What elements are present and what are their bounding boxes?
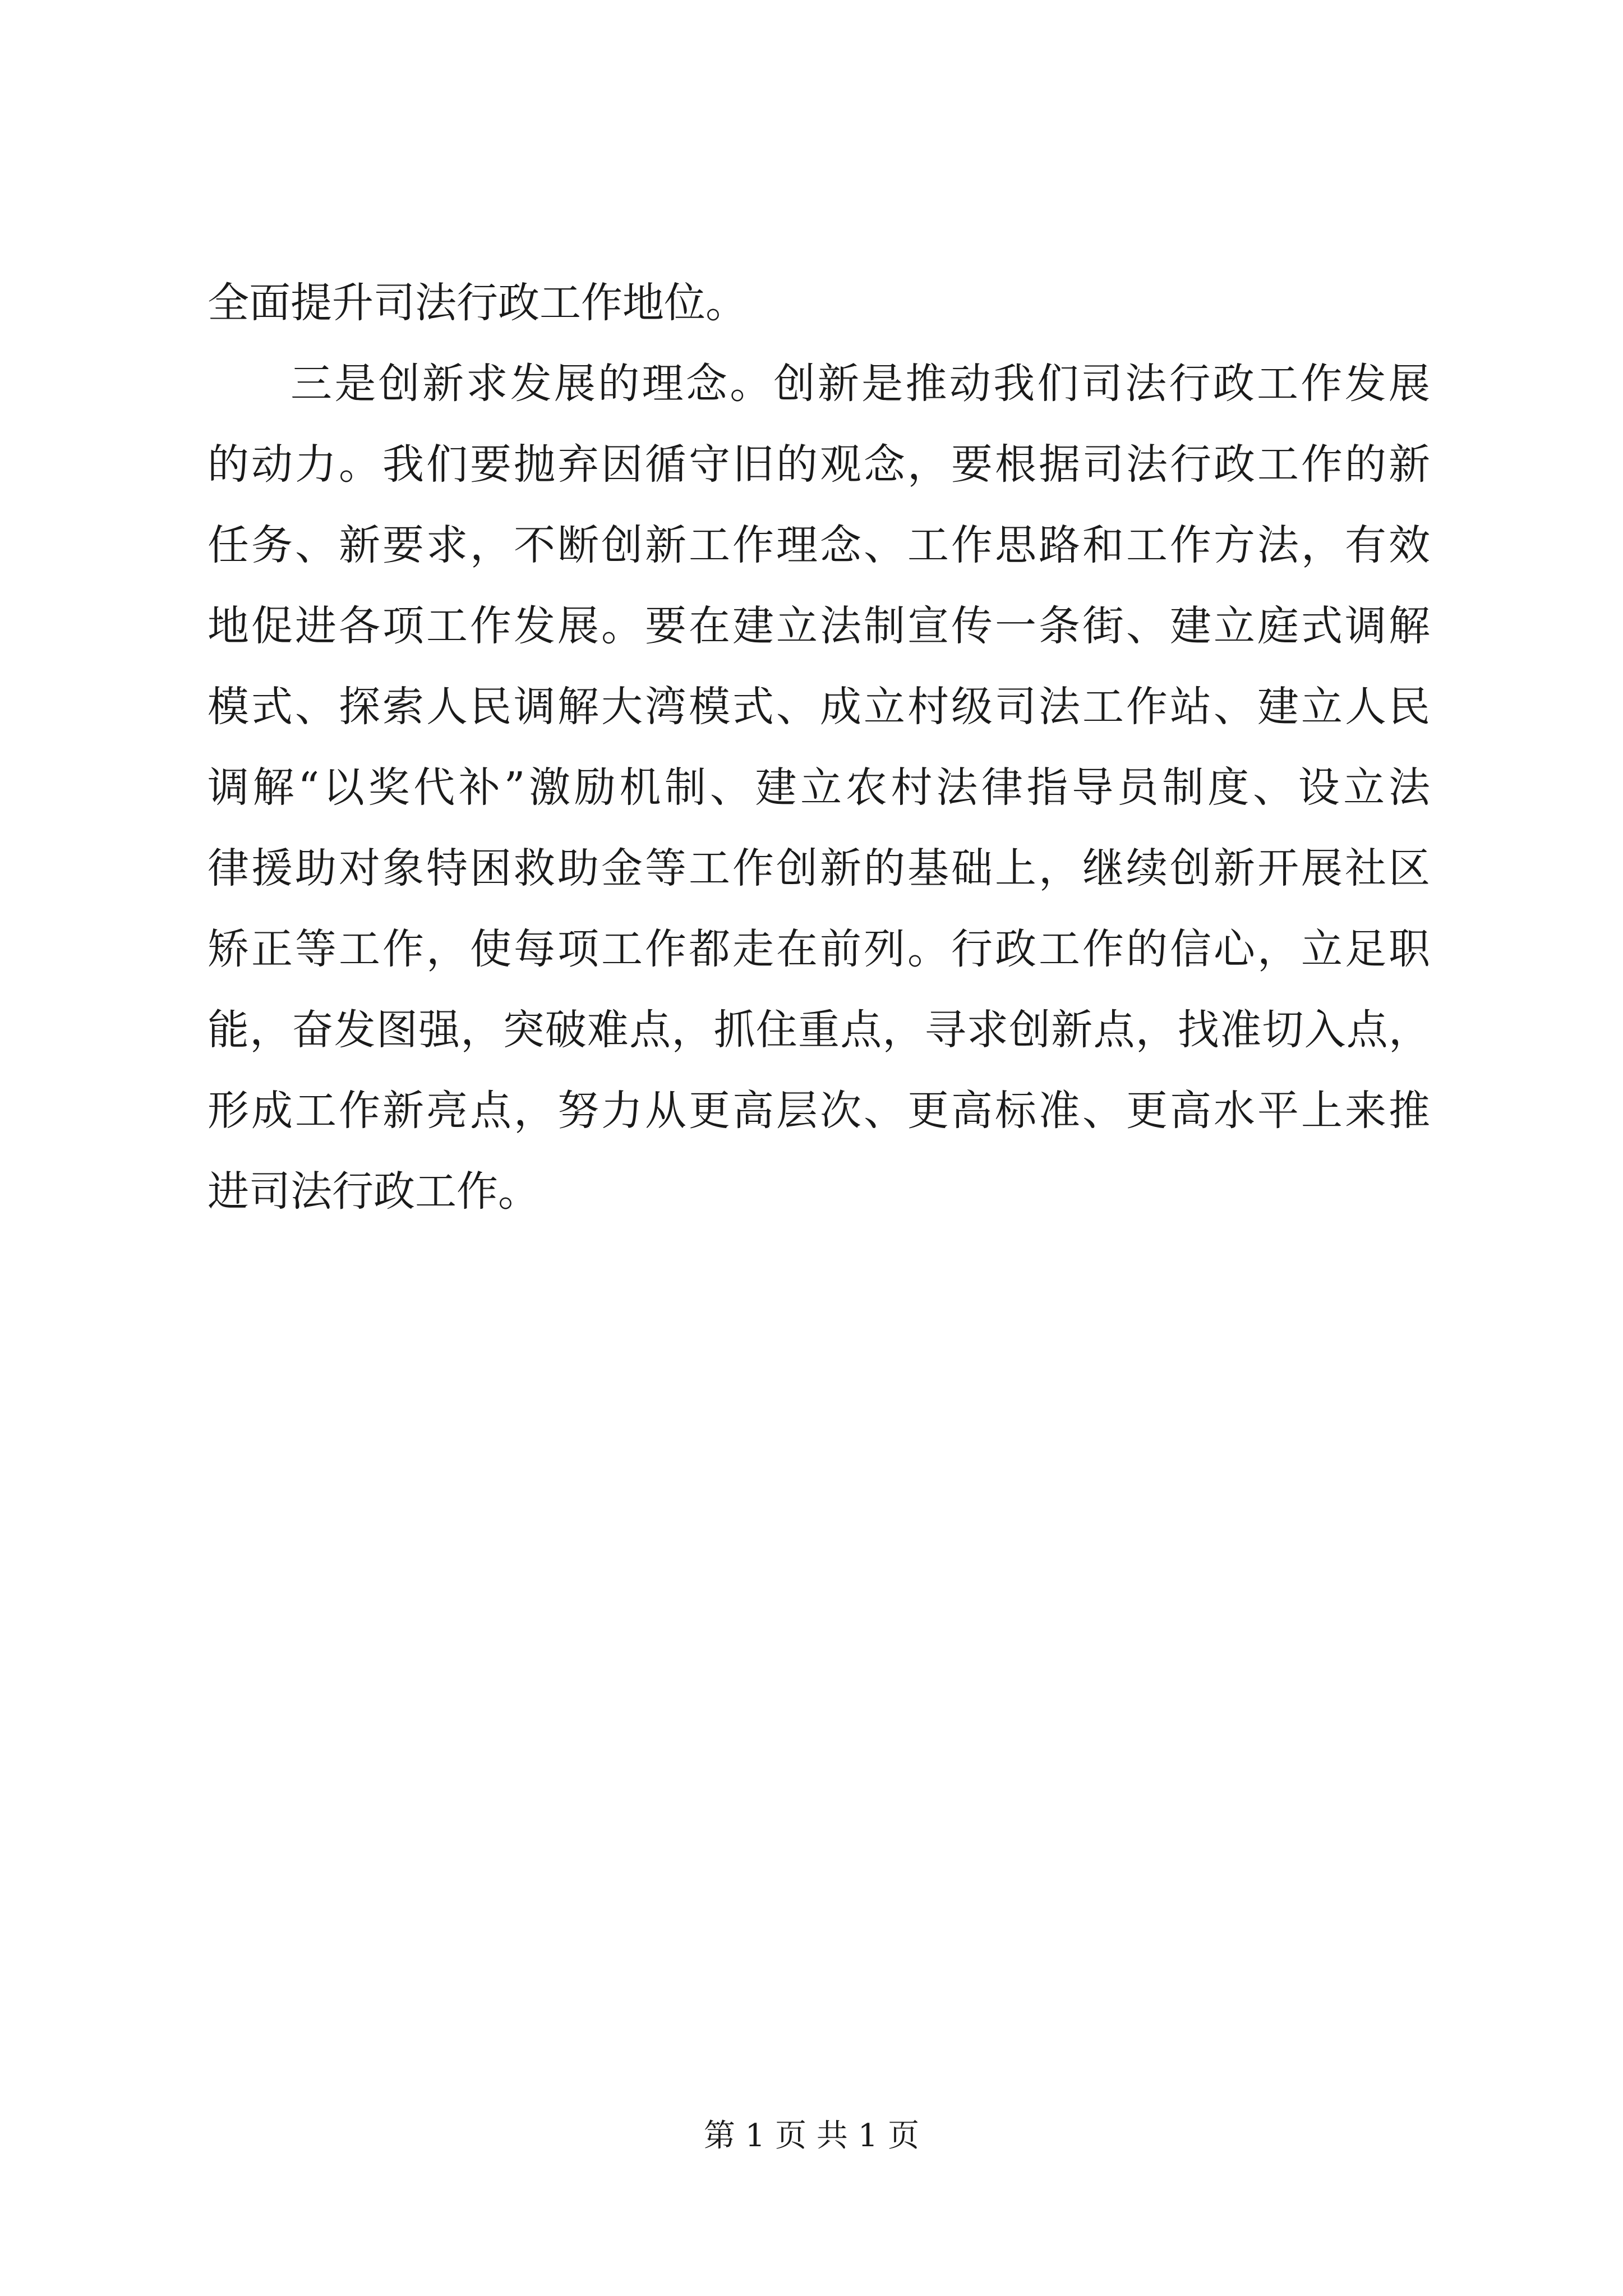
paragraph-line: 形成工作新亮点，努力从更高层次、更高标准、更高水平上来推 bbox=[208, 1087, 1430, 1135]
paragraph-line: 调解“以奖代补”激励机制、建立农村法律指导员制度、设立法 bbox=[208, 763, 1430, 812]
paragraph-line: 模式、探索人民调解大湾模式、成立村级司法工作站、建立人民 bbox=[208, 683, 1430, 731]
paragraph-line: 矫正等工作，使每项工作都走在前列。行政工作的信心，立足职 bbox=[208, 925, 1430, 973]
paragraph-line: 进司法行政工作。 bbox=[208, 1167, 540, 1216]
page-number-footer: 第 1 页 共 1 页 bbox=[703, 2118, 920, 2154]
paragraph-line: 地促进各项工作发展。要在建立法制宣传一条街、建立庭式调解 bbox=[208, 602, 1430, 650]
paragraph-line: 三是创新求发展的理念。创新是推动我们司法行政工作发展 bbox=[291, 360, 1430, 408]
document-body bbox=[208, 263, 1430, 1232]
paragraph-line: 任务、新要求，不断创新工作理念、工作思路和工作方法，有效 bbox=[208, 521, 1430, 569]
paragraph-line: 律援助对象特困救助金等工作创新的基础上，继续创新开展社区 bbox=[208, 844, 1430, 892]
paragraph-line: 的动力。我们要抛弃因循守旧的观念，要根据司法行政工作的新 bbox=[208, 440, 1430, 489]
paragraph-line: 能，奋发图强，突破难点，抓住重点，寻求创新点，找准切入点， bbox=[208, 1006, 1430, 1054]
paragraph-line: 全面提升司法行政工作地位。 bbox=[208, 279, 747, 327]
